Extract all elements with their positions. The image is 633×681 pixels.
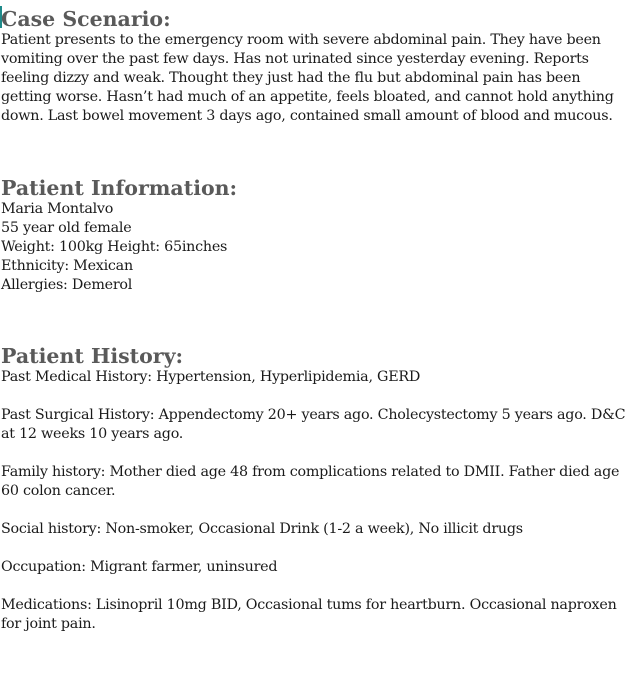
case-scenario-text: Patient presents to the emergency room with severe abdominal pain. They have been vomiting over the past few days. Has not urinated since yesterday evening. Reports feeling dizzy and weak. Thought they just had the flu but abdominal pain has been getting worse. Hasn’t had much of an appetite, feels bloated, and cannot hold anything down. Last bowel movement 3 days ago, contained small amount of blood and mucous. [1,32,614,124]
occupation: Occupation: Migrant farmer, uninsured [1,559,278,575]
patient-ethnicity: Ethnicity: Mexican [1,258,133,274]
case-scenario-heading: Case Scenario: [1,7,171,31]
patient-information-heading: Patient Information: [1,176,238,200]
patient-history-heading: Patient History: [1,344,184,368]
patient-age-sex: 55 year old female [1,220,132,236]
patient-weight-height: Weight: 100kg Height: 65inches [1,239,228,255]
patient-name: Maria Montalvo [1,201,114,217]
past-surgical-history: Past Surgical History: Appendectomy 20+ years ago. Cholecystectomy 5 years ago. D&C at 12 weeks 10 years ago. [1,407,626,442]
patient-allergies: Allergies: Demerol [1,277,133,293]
social-history: Social history: Non-smoker, Occasional Drink (1-2 a week), No illicit drugs [1,521,523,537]
past-medical-history: Past Medical History: Hypertension, Hyperlipidemia, GERD [1,369,421,385]
medications: Medications: Lisinopril 10mg BID, Occasional tums for heartburn. Occasional naproxen for joint pain. [1,597,617,632]
document-body[interactable] [1,0,631,634]
family-history: Family history: Mother died age 48 from complications related to DMII. Father died age 60 colon cancer. [1,464,620,499]
